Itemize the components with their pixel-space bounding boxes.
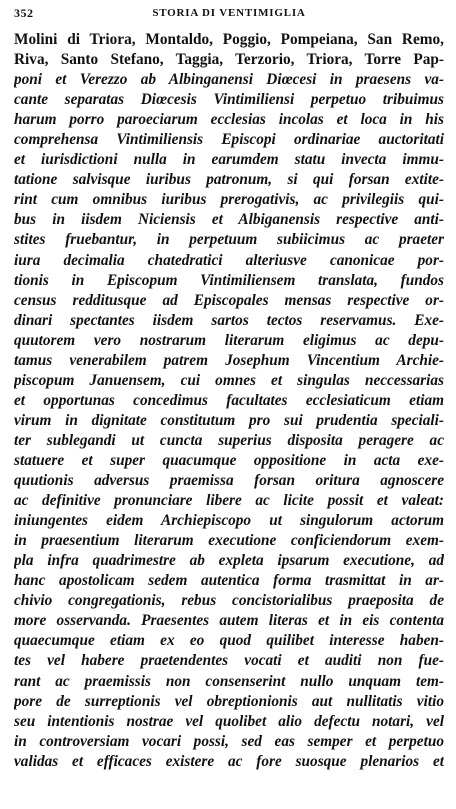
text-line: et iurisdictioni nulla in earumdem statu invecta immu- — [14, 151, 444, 169]
text-line: harum porro paroeciarum ecclesias incolas et loca in his — [14, 111, 444, 129]
text-line: in praesentium literarum executione conficiendorum exem- — [14, 532, 444, 550]
text-line: tatione salvisque iuribus patronum, si qui forsan extite- — [14, 171, 444, 189]
text-line: quutionis adversus praemissa forsan oritura agnoscere — [14, 472, 444, 490]
text-line: poni et Verezzo ab Albinganensi Diœcesi in praesens va- — [14, 71, 444, 89]
text-line: stites fruebantur, in perpetuum subiicimus ac praeter — [14, 231, 444, 249]
text-line: tes vel habere praetendentes vocati et auditi non fue- — [14, 652, 444, 670]
page-number: 352 — [14, 6, 34, 20]
text-line: quaecumque etiam ex eo quod quilibet interesse haben- — [14, 632, 444, 650]
text-line: more osservanda. Praesentes autem literas et in eis contenta — [14, 612, 444, 630]
text-line: iniungentes eidem Archiepiscopo ut singulorum actorum — [14, 512, 444, 530]
text-line: quutorem vero nostrarum literarum eligimus ac depu- — [14, 331, 444, 349]
text-line: rint cum omnibus iuribus prerogativis, ac privilegiis qui- — [14, 191, 444, 209]
text-line: dinari spectantes iisdem sartos tectos reservamus. Exe- — [14, 311, 444, 329]
text-line: iura decimalia chatedratici alteriusve canonicae por- — [14, 251, 444, 269]
text-line: piscopum Januensem, cui omnes et singulas neccessarias — [14, 371, 444, 389]
text-line: bus in iisdem Niciensis et Albiganensis respective anti- — [14, 211, 444, 229]
text-line: cante separatas Diœcesis Vintimiliensi perpetuo tribuimus — [14, 91, 444, 109]
text-line: tamus venerabilem patrem Josephum Vincentium Archie- — [14, 351, 444, 369]
page-header — [14, 6, 444, 24]
text-line: chivio congregationis, rebus concistorialibus praeposita de — [14, 592, 444, 610]
text-line: pore de surreptionis vel obreptionionis aut nullitatis vitio — [14, 692, 444, 710]
text-line: rant ac praemissis non consenserint nullo unquam tem- — [14, 672, 444, 690]
running-head: STORIA DI VENTIMIGLIA — [152, 7, 306, 19]
text-line: seu intentionis nostrae vel quolibet alio defectu notari, vel — [14, 712, 444, 730]
text-line: comprehensa Vintimiliensis Episcopi ordinariae auctoritati — [14, 131, 444, 149]
text-line: et opportunas concedimus facultates ecclesiaticum etiam — [14, 391, 444, 409]
text-line: census redditusque ad Episcopales mensas respective or- — [14, 291, 444, 309]
text-line: statuere et super quacumque oppositione in acta exe- — [14, 451, 444, 469]
text-line: validas et efficaces existere ac fore suosque plenarios et — [14, 752, 444, 770]
body-text — [14, 30, 444, 772]
text-line: virum in dignitate constitutum pro sui prudentia speciali- — [14, 411, 444, 429]
text-line: tionis in Episcopum Vintimiliensem translata, fundos — [14, 271, 444, 289]
text-line: ter sublegandi ut cuncta superius disposita peragere ac — [14, 431, 444, 449]
text-line: in controversiam vocari possi, sed eas semper et perpetuo — [14, 732, 444, 750]
text-line: pla infra quadrimestre ab expleta ipsarum executione, ad — [14, 552, 444, 570]
text-line: ac definitive pronunciare libere ac licite possit et valeat: — [14, 492, 444, 510]
text-line: Riva, Santo Stefano, Taggia, Terzorio, Triora, Torre Pap- — [14, 51, 444, 69]
text-line: Molini di Triora, Montaldo, Poggio, Pompeiana, San Remo, — [14, 31, 444, 48]
text-line: hanc apostolicam sedem autentica forma trasmittat in ar- — [14, 572, 444, 590]
